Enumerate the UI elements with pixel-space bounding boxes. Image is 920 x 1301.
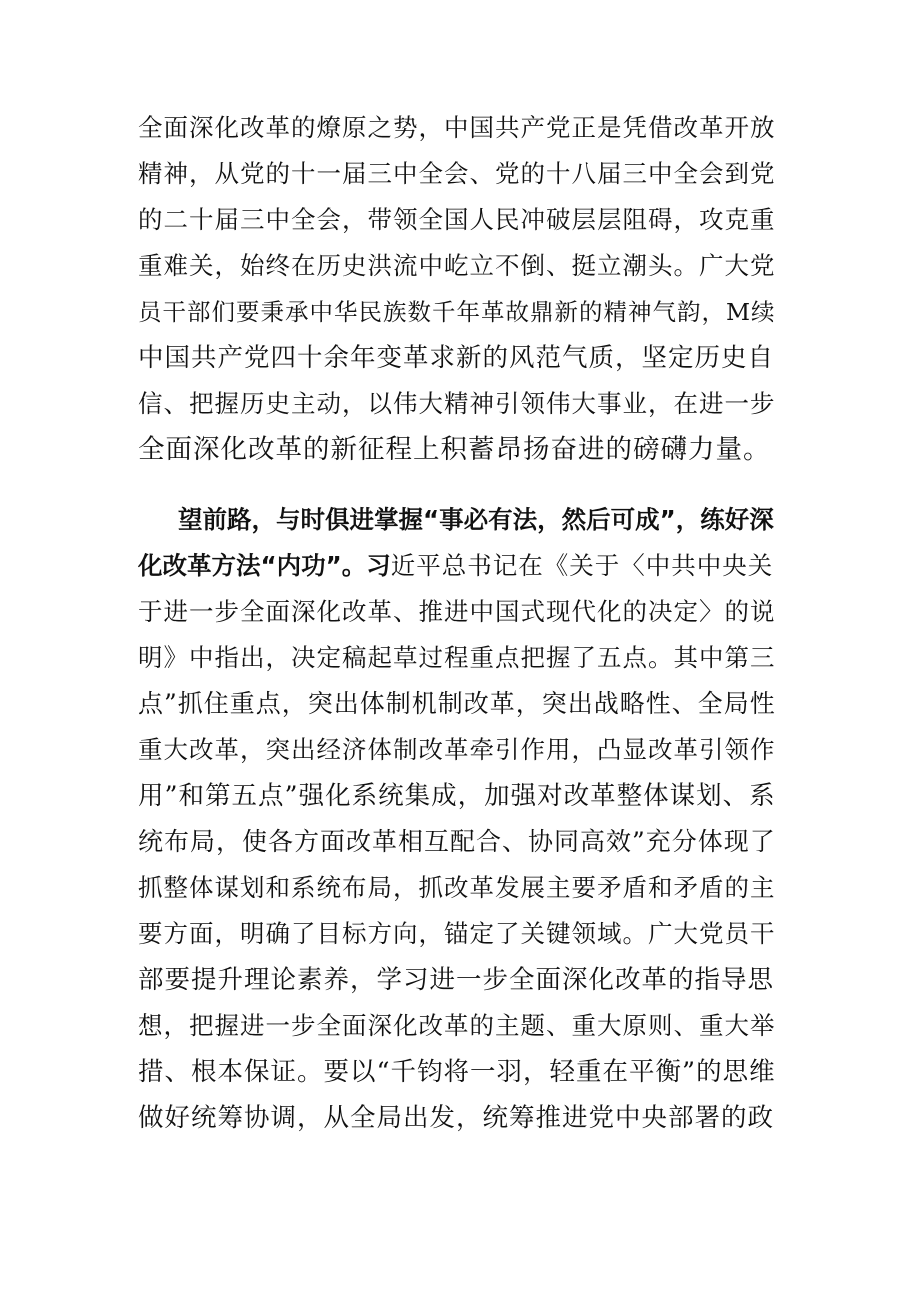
paragraph-line: 统布局，使各方面改革相互配合、协同高效”充分体现了 bbox=[138, 827, 776, 856]
section-heading: 望前路，与时俱进掌握“事必有法，然后可成”，练好深 bbox=[178, 505, 774, 534]
paragraph-line: 信、把握历史主动，以伟大精神引领伟大事业，在进一步 bbox=[138, 389, 776, 418]
paragraph-line: 的二十届三中全会，带领全国人民冲破层层阻碍，攻克重 bbox=[138, 205, 776, 234]
paragraph-line: 点”抓住重点，突出体制机制改革，突出战略性、全局性 bbox=[138, 689, 776, 718]
paragraph-line: 全面深化改革的燎原之势，中国共产党正是凭借改革开放 bbox=[138, 113, 776, 142]
paragraph-line: 部要提升理论素养，学习进一步全面深化改革的指导思 bbox=[138, 965, 775, 995]
paragraph-line: 全面深化改革的新征程上积蓄昂扬奋进的磅礴力量。 bbox=[138, 434, 771, 465]
paragraph-line: 明》中指出，决定稿起草过程重点把握了五点。其中第三 bbox=[138, 643, 776, 672]
section-heading-tail: 化改革方法“内功”。习 bbox=[138, 551, 391, 580]
heading-continuation bbox=[138, 543, 778, 589]
paragraph-line: 想，把握进一步全面深化改革的主题、重大原则、重大举 bbox=[138, 1011, 776, 1040]
paragraph-line: 要方面，明确了目标方向，锚定了关键领域。广大党员干 bbox=[138, 919, 776, 948]
paragraph-line: 精神，从党的十一届三中全会、党的十八届三中全会到党 bbox=[138, 159, 776, 188]
paragraph-line: 重大改革，突出经济体制改革牵引作用，凸显改革引领作 bbox=[138, 735, 776, 764]
paragraph-line: 措、根本保证。要以“千钧将一羽，轻重在平衡”的思维 bbox=[138, 1057, 776, 1087]
paragraph-line: 于进一步全面深化改革、推进中国式现代化的决定〉的说 bbox=[138, 597, 776, 626]
paragraph-line: 做好统筹协调，从全局出发，统筹推进党中央部署的政 bbox=[138, 1103, 775, 1133]
paragraph-line: 中国共产党四十余年变革求新的风范气质，坚定历史自 bbox=[138, 343, 775, 373]
paragraph-line: 重难关，始终在历史洪流中屹立不倒、挺立潮头。广大党 bbox=[138, 251, 776, 280]
paragraph-text: 近平总书记在《关于〈中共中央关 bbox=[390, 551, 774, 580]
paragraph-line: 员干部们要秉承中华民族数千年革故鼎新的精神气韵，M续 bbox=[138, 298, 776, 326]
paragraph-line: 用”和第五点”强化系统集成，加强对改革整体谋划、系 bbox=[138, 781, 776, 811]
paragraph-line: 抓整体谋划和系统布局，抓改革发展主要矛盾和矛盾的主 bbox=[138, 873, 776, 902]
